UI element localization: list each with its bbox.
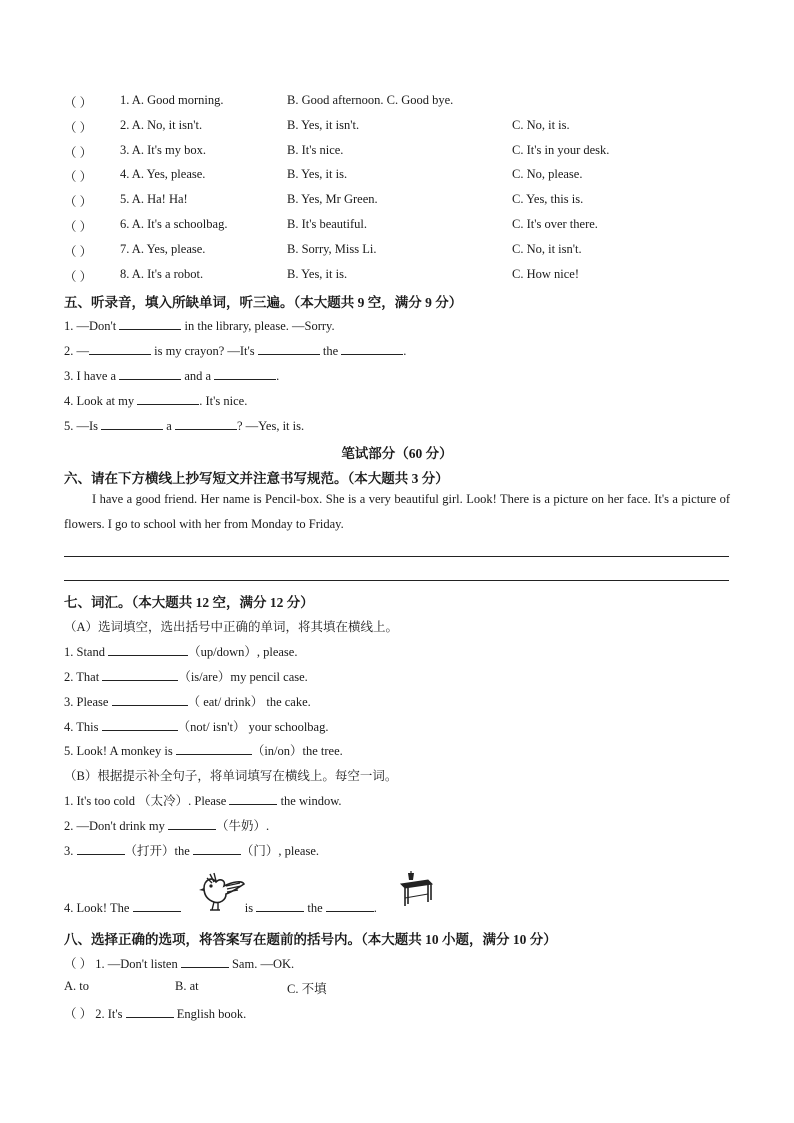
- s5-q1-blank[interactable]: [119, 317, 181, 330]
- mc-item-4-option-b: B. Yes, it is.: [287, 167, 348, 181]
- s7-a2-text-b: （is/are）my pencil case.: [178, 670, 308, 684]
- s5-q5: [64, 417, 304, 434]
- s5-q2: [64, 342, 406, 359]
- s7-a3-blank[interactable]: [112, 693, 188, 706]
- s7-a1-text-a: 1. Stand: [64, 645, 105, 659]
- s5-q1-text-b: in the library, please. —Sorry.: [184, 319, 335, 333]
- mc-item-4-paren: （ ）: [64, 170, 93, 184]
- mc-item-2-option-b: B. Yes, it isn't.: [287, 118, 360, 132]
- s5-q2-text-d: .: [403, 344, 407, 358]
- s7-b1-text-b: the window.: [280, 794, 342, 808]
- s5-q2-blank-1[interactable]: [89, 342, 151, 355]
- s8-q2-paren: （ ）: [64, 1007, 93, 1021]
- mc-item-3-option-c: C. It's in your desk.: [512, 143, 610, 157]
- s7-b2: [64, 816, 269, 834]
- mc-item-3-stem: 3. A. It's my box.: [120, 143, 206, 157]
- s7-a4-text-a: 4. This: [64, 720, 99, 734]
- s7-a5: [64, 741, 343, 759]
- mc-item-8-paren: （ ）: [64, 270, 93, 284]
- s5-q2-blank-3[interactable]: [341, 342, 403, 355]
- mc-item-5-stem: 5. A. Ha! Ha!: [120, 192, 188, 206]
- s5-q3: [64, 367, 279, 384]
- section8-heading: 八、选择正确的选项，将答案写在题前的括号内。（本大题共 10 小题，满分 10 分）: [64, 932, 557, 947]
- s5-q2-blank-2[interactable]: [258, 342, 320, 355]
- s5-q5-text-a: 5. —Is: [64, 419, 99, 433]
- s8-q1-tail: Sam. —OK.: [231, 957, 295, 971]
- s7-a5-text-a: 5. Look! A monkey is: [64, 744, 173, 758]
- s7-a4: [64, 717, 328, 735]
- s7-a3-text-b: （ eat/ drink） the cake.: [187, 695, 311, 709]
- section5-heading: 五、听录音，填入所缺单词，听三遍。（本大题共 9 空，满分 9 分）: [64, 295, 463, 310]
- s5-q3-text-a: 3. I have a: [64, 369, 117, 383]
- mc-item-7-stem: 7. A. Yes, please.: [120, 242, 206, 256]
- s5-q5-text-c: ? —Yes, it is.: [236, 419, 305, 433]
- s8-q1-stem: 1. —Don't listen: [95, 957, 178, 971]
- s7-b2-text-a: 2. —Don't drink my: [64, 819, 165, 833]
- s8-q1-option-a: A. to: [64, 979, 89, 993]
- bird-icon: [196, 870, 246, 912]
- s7-b2-text-b: （牛奶）.: [216, 819, 270, 833]
- s7-b4-text-c: the: [307, 901, 323, 915]
- mc-item-5-paren: （ ）: [64, 195, 93, 209]
- mc-item-4-option-c: C. No, please.: [512, 167, 583, 181]
- s8-q2-blank[interactable]: [126, 1005, 174, 1018]
- s8-q2-stem: 2. It's: [95, 1007, 123, 1021]
- s7-a3-text-a: 3. Please: [64, 695, 109, 709]
- s7-a3: [64, 692, 311, 710]
- s7-a5-text-b: （in/on）the tree.: [251, 744, 343, 758]
- mc-item-2-paren: （ ）: [64, 121, 93, 135]
- s5-q1: [64, 317, 335, 334]
- mc-item-2-stem: 2. A. No, it isn't.: [120, 118, 203, 132]
- s6-passage: I have a good friend. Her name is Pencil-box. She is a very beautiful girl. Look! There is a picture on her face. It's a picture of flowers. I go to school with her from Monday to Friday.: [64, 492, 730, 531]
- mc-item-4-stem: 4. A. Yes, please.: [120, 167, 206, 181]
- s5-q2-text-a: 2. —: [64, 344, 89, 358]
- s8-q1: [64, 954, 294, 972]
- s5-q3-blank-2[interactable]: [214, 367, 276, 380]
- mc-item-5-option-c: C. Yes, this is.: [512, 192, 584, 206]
- mc-item-8-stem: 8. A. It's a robot.: [120, 267, 204, 281]
- s5-q2-text-c: the: [322, 344, 339, 358]
- s7-b1-blank[interactable]: [229, 792, 277, 805]
- mc-item-5-option-b: B. Yes, Mr Green.: [287, 192, 378, 206]
- mc-item-1-stem: 1. A. Good morning.: [120, 93, 224, 107]
- s7-b4-blank-1[interactable]: [133, 899, 181, 912]
- s8-q2-tail: English book.: [176, 1007, 247, 1021]
- s5-q3-text-c: .: [276, 369, 280, 383]
- s7-partA-instruction: （A）选词填空，选出括号中正确的单词，将其填在横线上。: [64, 620, 399, 634]
- s7-b3-text-a: 3.: [64, 844, 74, 858]
- mc-item-7-option-b: B. Sorry, Miss Li.: [287, 242, 377, 256]
- s5-q2-text-b: is my crayon? —It's: [154, 344, 255, 358]
- s7-a1: [64, 642, 297, 660]
- mc-item-8-option-c: C. How nice!: [512, 267, 579, 281]
- mc-item-6-stem: 6. A. It's a schoolbag.: [120, 217, 228, 231]
- s5-q4-text-b: . It's nice.: [199, 394, 248, 408]
- s8-q1-blank[interactable]: [181, 955, 229, 968]
- s8-q1-option-c: C. 不填: [287, 982, 327, 996]
- s7-b4-text-b: is: [244, 901, 254, 915]
- s7-b3-blank-1[interactable]: [77, 842, 125, 855]
- s5-q3-text-b: and a: [184, 369, 212, 383]
- s7-b3-blank-2[interactable]: [193, 842, 241, 855]
- s5-q5-blank-1[interactable]: [101, 417, 163, 430]
- s7-b3-text-b: （打开）the: [124, 844, 190, 858]
- section7-heading: 七、词汇。（本大题共 12 空，满分 12 分）: [64, 595, 314, 610]
- s7-a4-text-b: （not/ isn't） your schoolbag.: [177, 720, 329, 734]
- s7-b2-blank[interactable]: [168, 817, 216, 830]
- mc-item-7-paren: （ ）: [64, 245, 93, 259]
- s7-a2-text-a: 2. That: [64, 670, 100, 684]
- written-part-title: 笔试部分（60 分）: [341, 446, 453, 461]
- section6-heading: 六、请在下方横线上抄写短文并注意书写规范。（本大题共 3 分）: [64, 471, 449, 486]
- s7-b1-text-a: 1. It's too cold （太冷）. Please: [64, 794, 227, 808]
- mc-item-3-paren: （ ）: [64, 146, 93, 160]
- mc-item-3-option-b: B. It's nice.: [287, 143, 344, 157]
- s5-q5-blank-2[interactable]: [175, 417, 237, 430]
- s5-q5-text-b: a: [166, 419, 172, 433]
- s7-partB-instruction: （B）根据提示补全句子，将单词填写在横线上。每空一词。: [64, 769, 398, 783]
- s5-q4: [64, 392, 247, 409]
- s7-b3: [64, 841, 319, 859]
- mc-item-6-option-c: C. It's over there.: [512, 217, 598, 231]
- s8-q2: [64, 1004, 246, 1022]
- s7-b1: [64, 791, 342, 809]
- mc-item-2-option-c: C. No, it is.: [512, 118, 570, 132]
- s7-b4-text-d: .: [373, 901, 377, 915]
- s8-q1-option-b: B. at: [175, 979, 199, 993]
- s7-a2-blank[interactable]: [102, 668, 178, 681]
- s5-q3-blank-1[interactable]: [119, 367, 181, 380]
- s5-q1-text-a: 1. —Don't: [64, 319, 117, 333]
- s8-q1-paren: （ ）: [64, 957, 93, 971]
- s5-q4-blank[interactable]: [137, 392, 199, 405]
- s7-b3-text-c: （门）, please.: [240, 844, 320, 858]
- s6-writing-line-2[interactable]: [64, 580, 729, 581]
- s7-a1-blank[interactable]: [108, 643, 188, 656]
- s7-b4-blank-2[interactable]: [256, 899, 304, 912]
- mc-item-1-paren: （ ）: [64, 96, 93, 110]
- mc-item-7-option-c: C. No, it isn't.: [512, 242, 582, 256]
- s7-b4-text-a: 4. Look! The: [64, 901, 130, 915]
- s6-passage-block: [64, 487, 730, 537]
- s7-a1-text-b: （up/down）, please.: [188, 645, 298, 659]
- mc-item-6-option-b: B. It's beautiful.: [287, 217, 368, 231]
- s7-a5-blank[interactable]: [176, 742, 252, 755]
- mc-item-8-option-b: B. Yes, it is.: [287, 267, 348, 281]
- s7-b4-blank-3[interactable]: [326, 899, 374, 912]
- s7-a2: [64, 667, 308, 685]
- s7-a4-blank[interactable]: [102, 718, 178, 731]
- mc-item-6-paren: （ ）: [64, 220, 93, 234]
- desk-icon: [398, 870, 434, 908]
- s6-writing-line-1[interactable]: [64, 556, 729, 557]
- mc-item-1-option-b: B. Good afternoon. C. Good bye.: [287, 93, 454, 107]
- s5-q4-text-a: 4. Look at my: [64, 394, 135, 408]
